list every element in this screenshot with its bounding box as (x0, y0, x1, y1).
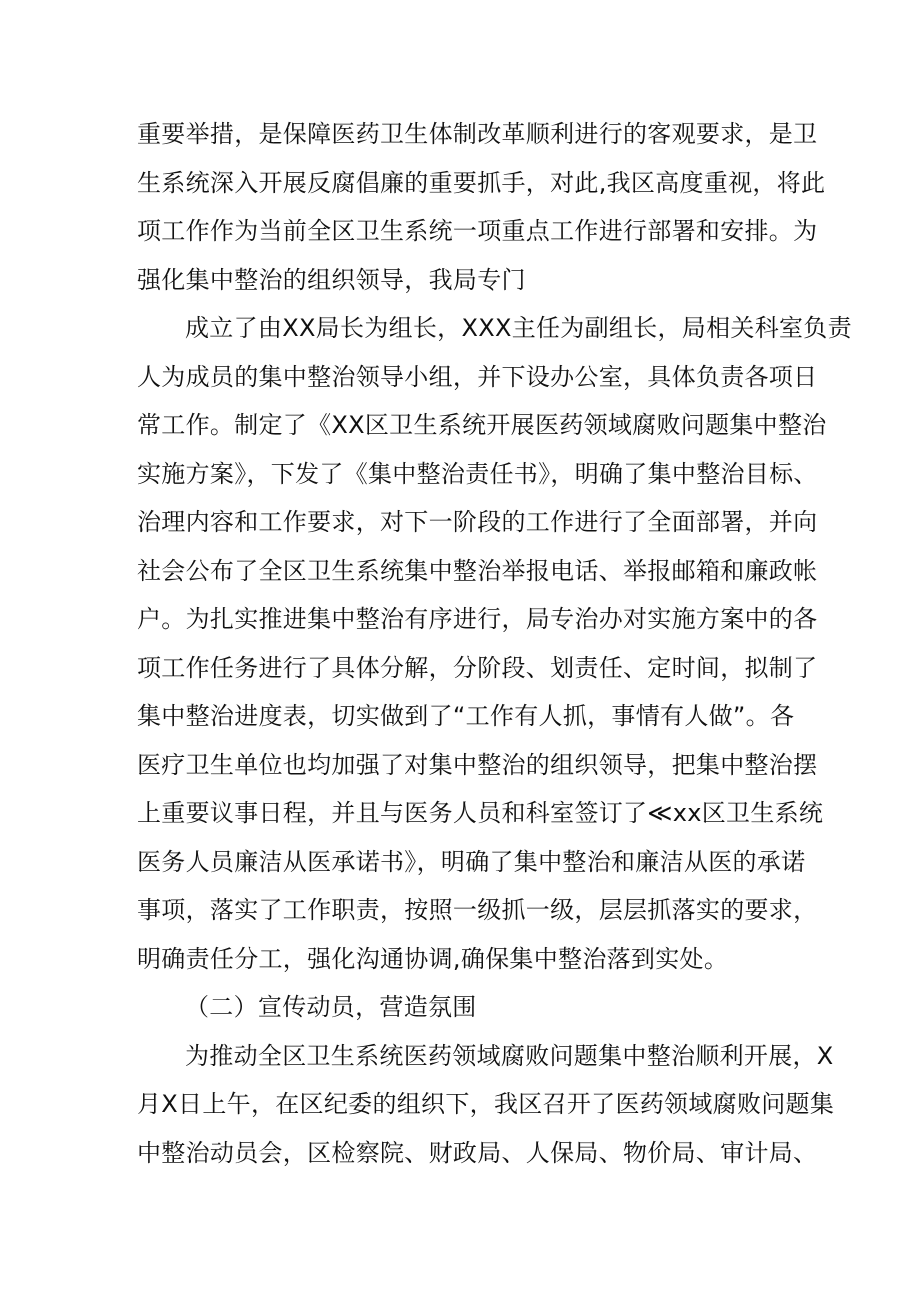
text-line: 明确责任分工，强化沟通协调,确保集中整治落到实处。 (137, 944, 729, 973)
text-line: 常工作。制定了《XX区卫生系统开展医药领域腐败问题集中整治 (137, 411, 827, 439)
text-line: 医务人员廉洁从医承诺书》，明确了集中整治和廉洁从医的承诺 (137, 847, 806, 876)
text-line: 月X日上午，在区纪委的组织下，我区召开了医药领域腐败问题集 (137, 1090, 835, 1118)
text-line: 实施方案》，下发了《集中整治责任书》，明确了集中整治目标、 (137, 459, 818, 488)
text-line: 项工作任务进行了具体分解，分阶段、划责任、定时间，拟制了 (137, 653, 818, 682)
text-line: 强化集中整治的组织领导，我局专门 (137, 265, 526, 294)
text-line: 集中整治进度表，切实做到了“工作有人抓，事情有人做”。各 (137, 702, 795, 730)
text-line: 社会公布了全区卫生系统集中整治举报电话、举报邮箱和廉政帐 (137, 556, 818, 585)
text-line: 上重要议事日程，并且与医务人员和科室签订了≪xx区卫生系统 (137, 799, 824, 827)
text-line: 生系统深入开展反腐倡廉的重要抓手，对此,我区高度重视，将此 (137, 168, 826, 197)
text-line: 治理内容和工作要求，对下一阶段的工作进行了全面部署，并向 (137, 508, 818, 536)
text-line: 医疗卫生单位也均加强了对集中整治的组织领导，把集中整治摆 (137, 750, 818, 779)
text-line: 事项，落实了工作职责，按照一级抓一级，层层抓落实的要求， (137, 896, 818, 924)
text-line: 中整治动员会，区检察院、财政局、人保局、物价局、审计局、 (137, 1138, 818, 1167)
text-line: 重要举措，是保障医药卫生体制改革顺利进行的客观要求，是卫 (137, 120, 818, 148)
section-heading: （二）宣传动员，营造氛围 (185, 993, 477, 1021)
text-line: 人为成员的集中整治领导小组，并下设办公室，具体负责各项日 (137, 362, 818, 391)
document-body (137, 110, 852, 1177)
text-line: 项工作作为当前全区卫生系统一项重点工作进行部署和安排。为 (137, 217, 818, 245)
paragraph-start-line: 为推动全区卫生系统医药领域腐败问题集中整治顺利开展，X (185, 1041, 834, 1070)
paragraph-start-line: 成立了由XX局长为组长，XXX主任为副组长，局相关科室负责 (185, 314, 852, 342)
text-line: 户。为扎实推进集中整治有序进行，局专治办对实施方案中的各 (137, 605, 818, 633)
